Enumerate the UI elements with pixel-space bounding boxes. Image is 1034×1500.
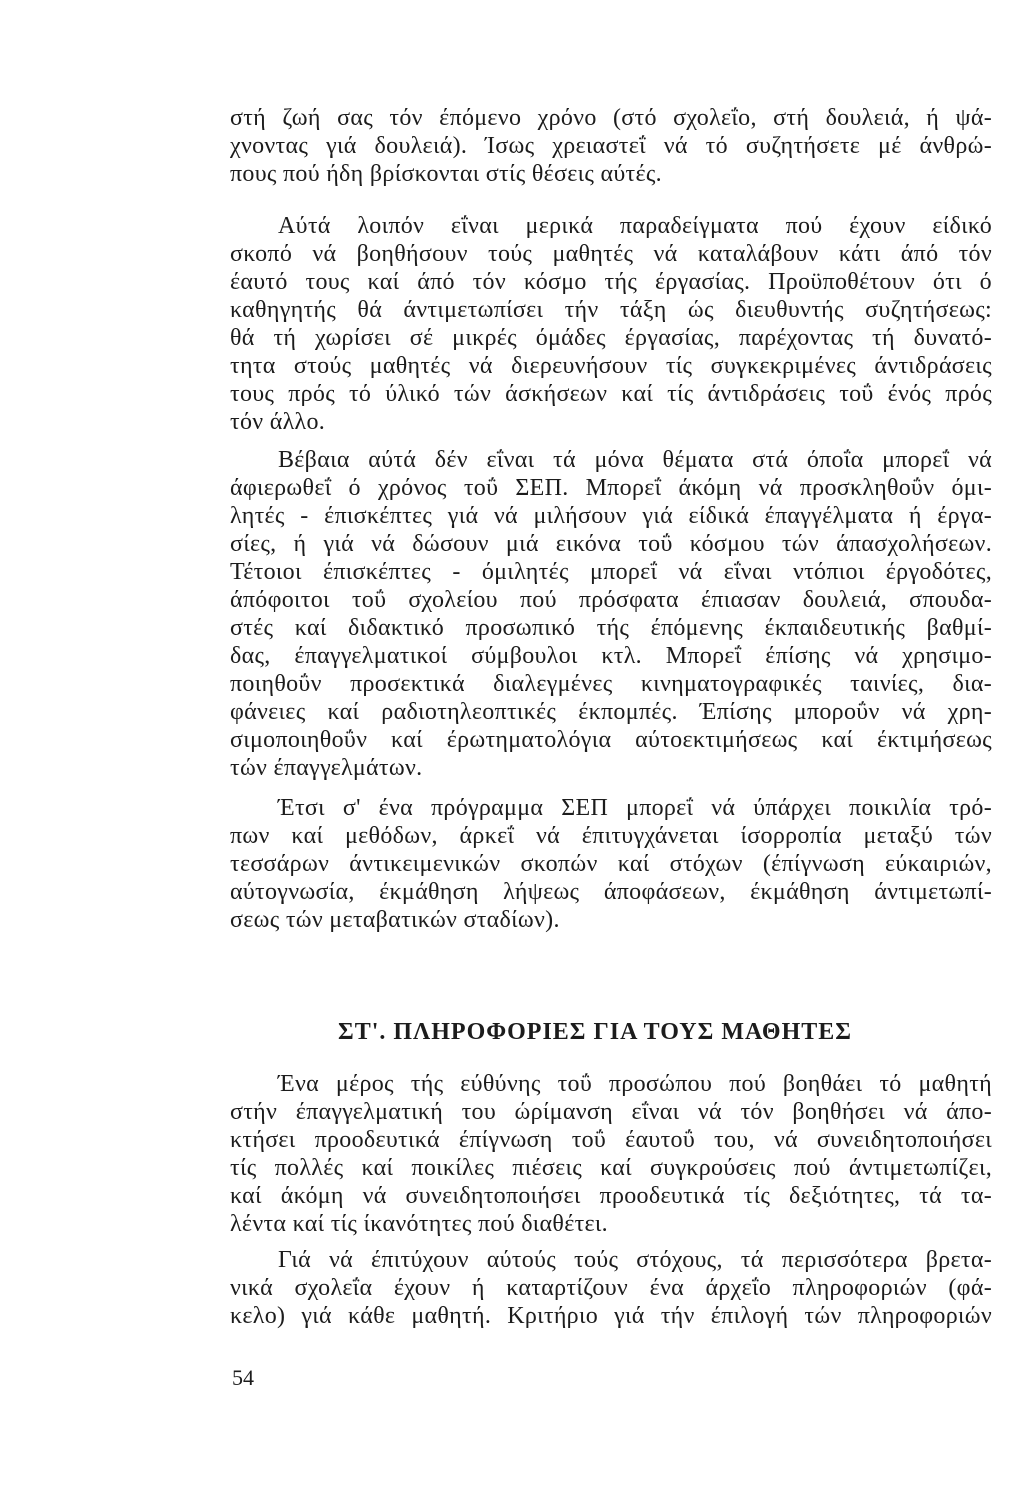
text-line: Τέτοιοι έπισκέπτες - όμιλητές μπορεΐ νά εΐναι ντόπιοι έργοδότες, [230,559,992,585]
text-line: κελο) γιά κάθε μαθητή. Κριτήριο γιά τήν έπιλογή τών πληροφοριών [230,1303,992,1329]
text-line: τητα στούς μαθητές νά διερευνήσουν τίς συγκεκριμένες άντιδράσεις [230,353,992,379]
paragraph-records [230,1246,992,1330]
text-line: σιμοποιηθοΰν καί έρωτηματολόγια αύτοεκτιμήσεως καί έκτιμήσεως [230,727,992,753]
text-line: άπόφοιτοι τοΰ σχολείου πού πρόσφατα έπιασαν δουλειά, σπουδα- [230,587,992,613]
text-line: ποιηθοΰν προσεκτικά διαλεγμένες κινηματογραφικές ταινίες, δια- [230,671,992,697]
text-line: τόν άλλο. [230,409,326,435]
text-line: σεως τών μεταβατικών σταδίων). [230,907,560,933]
text-line: στή ζωή σας τόν έπόμενο χρόνο (στό σχολεΐο, στή δουλειά, ή ψά- [230,105,992,131]
text-line: Έτσι σ' ένα πρόγραμμα ΣΕΠ μπορεΐ νά ύπάρχει ποικιλία τρό- [278,795,992,821]
text-line: σίες, ή γιά νά δώσουν μιά εικόνα τοΰ κόσμου τών άπασχολήσεων. [230,531,992,557]
text-line: λητές - έπισκέπτες γιά νά μιλήσουν γιά είδικά έπαγγέλματα ή έργα- [230,503,992,529]
text-line: Ένα μέρος τής εύθύνης τοΰ προσώπου πού βοηθάει τό μαθητή [278,1071,992,1097]
text-line: πων καί μεθόδων, άρκεΐ νά έπιτυγχάνεται ίσορροπία μεταξύ τών [230,823,992,849]
text-line: φάνειες καί ραδιοτηλεοπτικές έκπομπές. Έπίσης μποροΰν νά χρη- [230,699,992,725]
text-line: τεσσάρων άντικειμενικών σκοπών καί στόχων (έπίγνωση εύκαιριών, [230,851,992,877]
text-line: στές καί διδακτικό προσωπικό τής έπόμενης έκπαιδευτικής βαθμί- [230,615,992,641]
text-line: τίς πολλές καί ποικίλες πιέσεις καί συγκρούσεις πού άντιμετωπίζει, [230,1155,992,1181]
text-line: σκοπό νά βοηθήσουν τούς μαθητές νά καταλάβουν κάτι άπό τόν [230,241,992,267]
paragraph-examples [230,212,992,436]
text-line: καί άκόμη νά συνειδητοποιήσει προοδευτικά τίς δεξιότητες, τά τα- [230,1183,992,1209]
text-line: Γιά νά έπιτύχουν αύτούς τούς στόχους, τά περισσότερα βρετα- [278,1247,992,1273]
text-line: έαυτό τους καί άπό τόν κόσμο τής έργασίας. Προϋποθέτουν ότι ό [230,269,992,295]
paragraph-topics [230,446,992,782]
text-line: Βέβαια αύτά δέν εΐναι τά μόνα θέματα στά όποΐα μπορεΐ νά [278,447,992,473]
text-line: τών έπαγγελμάτων. [230,755,423,781]
text-line: δας, έπαγγελματικοί σύμβουλοι κτλ. Μπορεΐ έπίσης νά χρησιμο- [230,643,992,669]
page-number: 54 [232,1365,254,1390]
text-line: καθηγητής θά άντιμετωπίσει τήν τάξη ώς διευθυντής συζητήσεως: [230,297,992,323]
text-line: χνοντας γιά δουλειά). Ίσως χρειαστεΐ νά τό συζητήσετε μέ άνθρώ- [230,133,992,159]
text-line: νικά σχολεΐα έχουν ή καταρτίζουν ένα άρχεΐο πληροφοριών (φά- [230,1275,992,1301]
text-line: λέντα καί τίς ίκανότητες πού διαθέτει. [230,1211,608,1237]
text-line: Αύτά λοιπόν εΐναι μερικά παραδείγματα πού έχουν είδικό [278,213,992,239]
section-heading: ΣΤ'. ΠΛΗΡΟΦΟΡΙΕΣ ΓΙΑ ΤΟΥΣ ΜΑΘΗΤΕΣ [338,1019,852,1045]
text-line: κτήσει προοδευτικά έπίγνωση τοΰ έαυτοΰ του, νά συνειδητοποιήσει [230,1127,992,1153]
text-line: πους πού ήδη βρίσκονται στίς θέσεις αύτές. [230,161,662,187]
text-line: θά τή χωρίσει σέ μικρές όμάδες έργασίας, παρέχοντας τή δυνατό- [230,325,992,351]
paragraph-program [230,794,992,934]
paragraph-continuation [230,104,992,188]
text-line: άφιερωθεΐ ό χρόνος τοΰ ΣΕΠ. Μπορεΐ άκόμη νά προσκληθοΰν όμι- [230,475,992,501]
text-line: τους πρός τό ύλικό τών άσκήσεων καί τίς άντιδράσεις τοΰ ένός πρός [230,381,992,407]
text-line: αύτογνωσία, έκμάθηση λήψεως άποφάσεων, έκμάθηση άντιμετωπί- [230,879,992,905]
text-line: στήν έπαγγελματική του ώρίμανση εΐναι νά τόν βοηθήσει νά άπο- [230,1099,992,1125]
paragraph-responsibility [230,1070,992,1238]
